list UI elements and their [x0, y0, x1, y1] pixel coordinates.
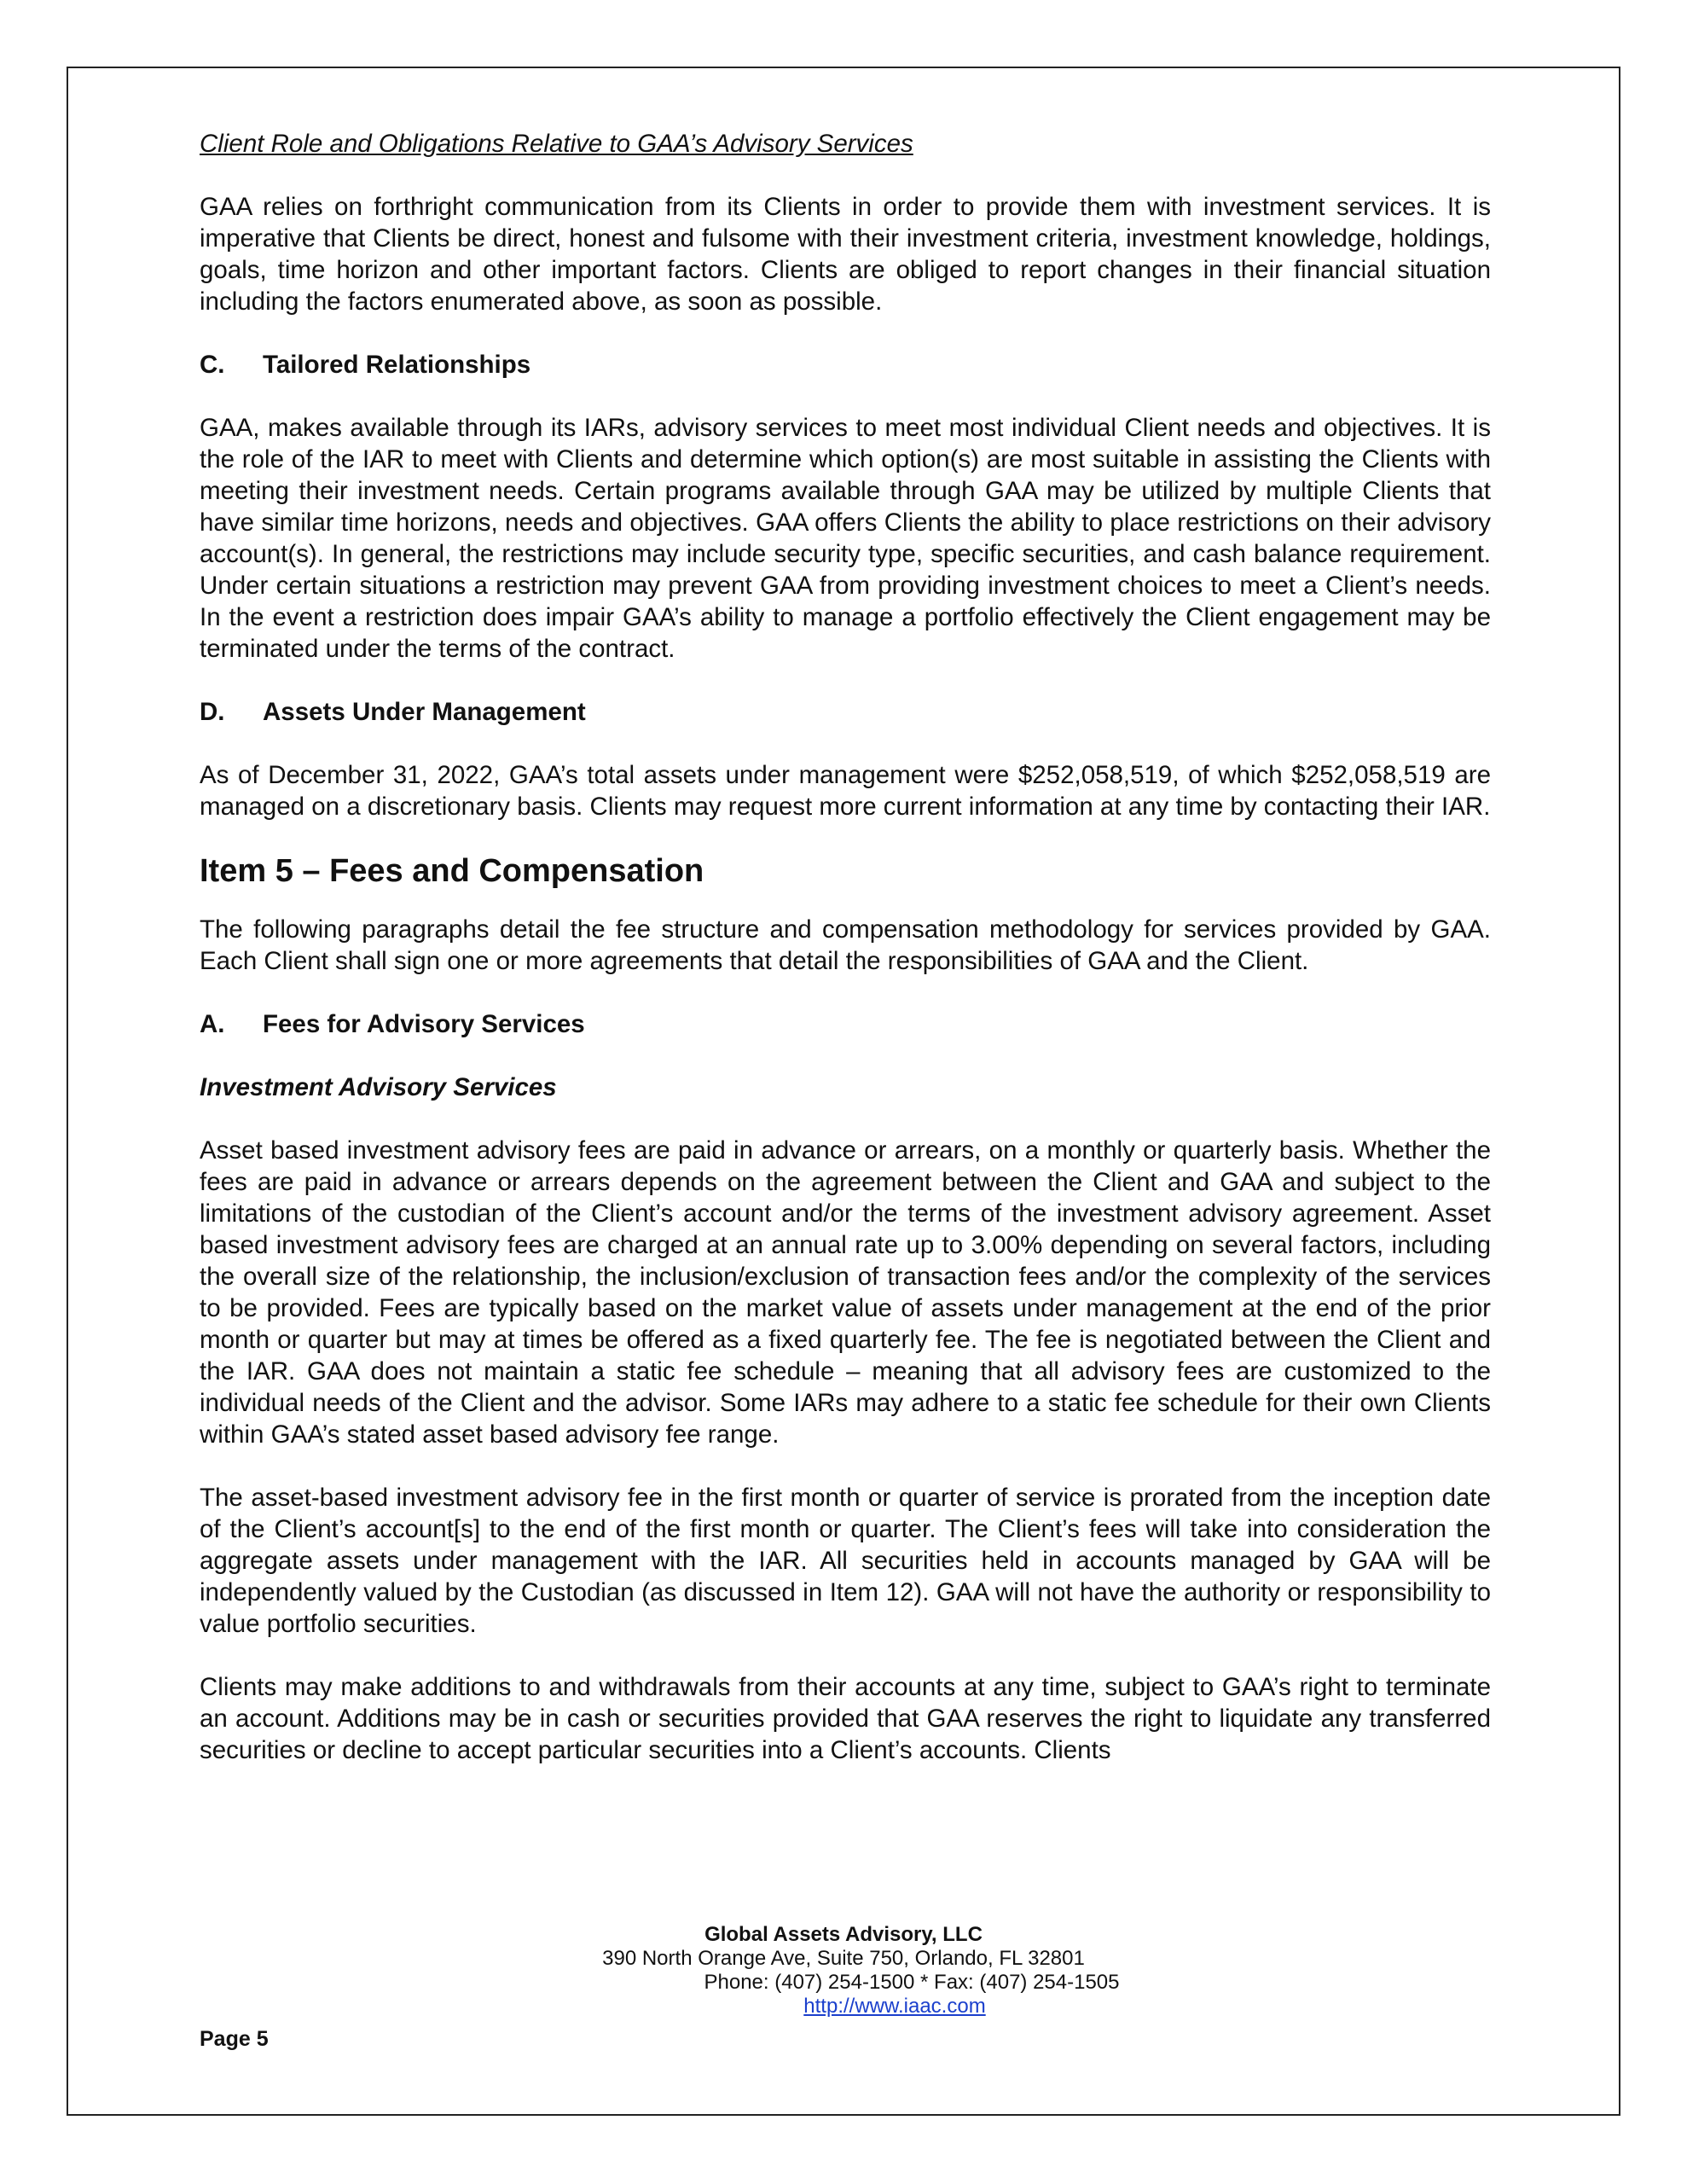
page-footer: [0, 1923, 1687, 2018]
section-d-letter: D.: [200, 698, 225, 726]
item5-title: Item 5 – Fees and Compensation: [200, 853, 704, 889]
section-d-heading: [200, 696, 1491, 728]
section-d-title: Assets Under Management: [263, 698, 586, 726]
footer-address: 390 North Orange Ave, Suite 750, Orlando, FL 32801: [602, 1947, 1085, 1970]
section-a-title: Fees for Advisory Services: [263, 1010, 585, 1038]
investment-advisory-services-heading: Investment Advisory Services: [200, 1073, 557, 1101]
section-a-letter: A.: [200, 1010, 225, 1038]
item5-paragraph: The following paragraphs detail the fee structure and compensation methodology for services provided by GAA. Each Client shall sign one or more agreements that detail the responsibilities of GAA and the Client.: [200, 915, 1491, 975]
section-c-paragraph: GAA, makes available through its IARs, advisory services to meet most individual Client needs and objectives. It is the role of the IAR to meet with Clients and determine which option(s) are most suitable in assisting the Clients with meeting their investment needs. Certain programs available through GAA may be utilized by multiple Clients that have similar time horizons, needs and objectives. GAA offers Clients the ability to place restrictions on their advisory account(s). In general, the restrictions may include security type, specific securities, and cash balance requirement. Under certain situations a restriction may prevent GAA from providing investment choices to meet a Client’s needs. In the event a restriction does impair GAA’s ability to manage a portfolio effectively the Client engagement may be terminated under the terms of the contract.: [200, 414, 1491, 663]
section-c-title: Tailored Relationships: [263, 351, 531, 379]
client-role-heading: Client Role and Obligations Relative to GAA’s Advisory Services: [200, 130, 913, 158]
ias-paragraph-1: Asset based investment advisory fees are paid in advance or arrears, on a monthly or quarterly basis. Whether the fees are paid in advance or arrears depends on the agreement between the Client and GAA and subject to the limitations of the custodian of the Client’s account and/or the terms of the investment advisory agreement. Asset based investment advisory fees are charged at an annual rate up to 3.00% depending on several factors, including the overall size of the relationship, the inclusion/exclusion of transaction fees and/or the complexity of the services to be provided. Fees are typically based on the market value of assets under management at the end of the prior month or quarter but may at times be offered as a fixed quarterly fee. The fee is negotiated between the Client and the IAR. GAA does not maintain a static fee schedule – meaning that all advisory fees are customized to the individual needs of the Client and the advisor. Some IARs may adhere to a static fee schedule for their own Clients within GAA’s stated asset based advisory fee range.: [200, 1136, 1491, 1449]
ias-paragraph-3: Clients may make additions to and withdrawals from their accounts at any time, subject to GAA’s right to terminate an account. Additions may be in cash or securities provided that GAA reserves the right to liquidate any transferred securities or decline to accept particular securities into a Client’s accounts. Clients: [200, 1673, 1491, 1764]
footer-company: Global Assets Advisory, LLC: [704, 1923, 983, 1946]
document-body: [200, 128, 1491, 1766]
section-c-letter: C.: [200, 351, 225, 379]
section-d-paragraph: As of December 31, 2022, GAA’s total assets under management were $252,058,519, of which $252,058,519 are managed on a discretionary basis. Clients may request more current information at any time by contacting their IAR.: [200, 761, 1491, 821]
footer-phone: Phone: (407) 254-1500 * Fax: (407) 254-1505: [704, 1971, 1120, 1994]
ias-paragraph-2: The asset-based investment advisory fee in the first month or quarter of service is prorated from the inception date of the Client’s account[s] to the end of the first month or quarter. The Client’s fees will take into consideration the aggregate assets under management with the IAR. All securities held in accounts managed by GAA will be independently valued by the Custodian (as discussed in Item 12). GAA will not have the authority or responsibility to value portfolio securities.: [200, 1484, 1491, 1638]
page-number: Page 5: [200, 2027, 269, 2051]
client-role-paragraph: GAA relies on forthright communication from its Clients in order to provide them with investment services. It is imperative that Clients be direct, honest and fulsome with their investment criteria, investment knowledge, holdings, goals, time horizon and other important factors. Clients are obliged to report changes in their financial situation including the factors enumerated above, as soon as possible.: [200, 193, 1491, 316]
footer-website-link[interactable]: http://www.iaac.com: [803, 1995, 986, 2018]
section-c-heading: [200, 349, 1491, 380]
section-a-heading: [200, 1008, 1491, 1040]
